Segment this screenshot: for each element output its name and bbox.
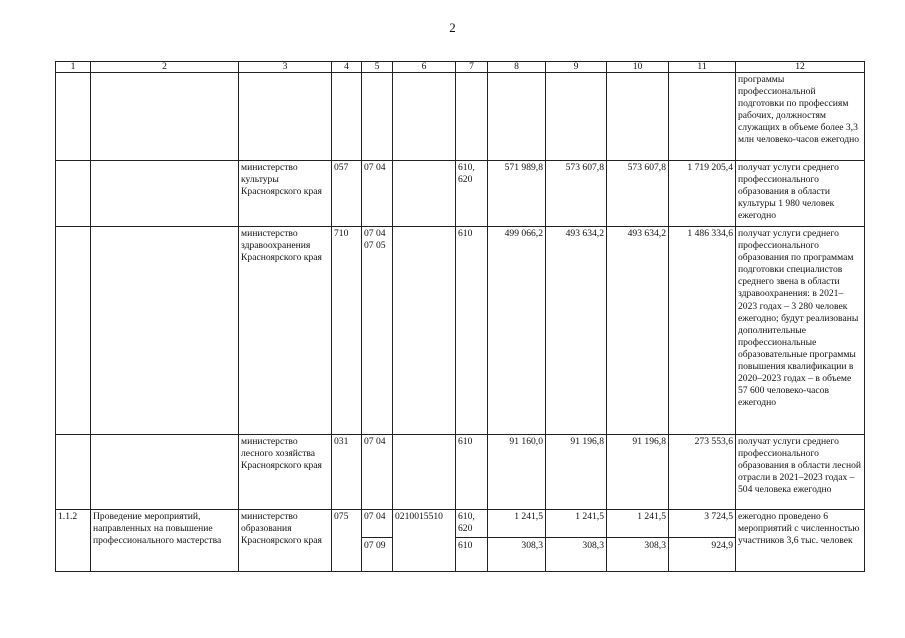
grbs-cell: 710 <box>332 227 362 435</box>
year1-cell <box>488 73 546 161</box>
year2-cell <box>546 510 607 572</box>
column-number: 7 <box>456 62 488 73</box>
row-number-cell <box>56 227 91 435</box>
rzpr-cell <box>362 73 393 161</box>
total-cell <box>669 73 736 161</box>
expected-result-cell: получат услуги среднего профессионального образования по программам подготовки специалистов среднего звена в области здравоохранения: в 2021–2023 годах – 3 280 человек ежегодно; будут реализованы дополнительные профессиональные образовательные программы повышения квалификации в 2020–2023 годах – в объеме 57 600 человеко-часов ежегодно <box>736 227 865 435</box>
total-cell: 1 486 334,6 <box>669 227 736 435</box>
page-number: 2 <box>449 20 456 35</box>
expected-result-cell: ежегодно проведено 6 мероприятий с численностью участников 3,6 тыс. человек <box>736 510 865 572</box>
executor-cell: министерство лесного хозяйства Красноярского края <box>239 435 332 510</box>
rzpr-cell <box>362 227 393 435</box>
rzpr-value: 07 04 <box>364 511 386 522</box>
grbs-cell <box>332 73 362 161</box>
total-cell <box>669 510 736 572</box>
column-number: 4 <box>332 62 362 73</box>
year1-value: 308,3 <box>488 537 545 552</box>
row-number-cell <box>56 73 91 161</box>
year1-cell <box>488 510 546 572</box>
column-number: 6 <box>393 62 456 73</box>
row-number-cell: 1.1.2 <box>56 510 91 572</box>
year2-value: 1 241,5 <box>575 511 604 522</box>
activity-name-cell <box>91 435 239 510</box>
table-row <box>56 510 865 572</box>
activity-name-cell <box>91 73 239 161</box>
year2-cell: 91 196,8 <box>546 435 607 510</box>
year2-cell: 573 607,8 <box>546 161 607 227</box>
csr-cell <box>393 73 456 161</box>
total-cell: 273 553,6 <box>669 435 736 510</box>
activity-name-cell <box>91 227 239 435</box>
column-number: 3 <box>239 62 332 73</box>
column-number: 9 <box>546 62 607 73</box>
expected-result-cell: получат услуги среднего профессионального образования в области лесной отрасли в 2021–2023 годах – 504 человека ежегодно <box>736 435 865 510</box>
grbs-cell: 057 <box>332 161 362 227</box>
column-number-row <box>56 62 865 73</box>
column-number: 2 <box>91 62 239 73</box>
year3-value: 308,3 <box>607 537 668 552</box>
table-row <box>56 435 865 510</box>
year2-cell: 493 634,2 <box>546 227 607 435</box>
vr-cell: 610 <box>456 227 488 435</box>
grbs-cell: 031 <box>332 435 362 510</box>
year1-cell: 91 160,0 <box>488 435 546 510</box>
total-cell: 1 719 205,4 <box>669 161 736 227</box>
vr-cell <box>456 510 488 572</box>
executor-cell: министерство здравоохранения Красноярского края <box>239 227 332 435</box>
csr-cell: 0210015510 <box>393 510 456 572</box>
total-value: 924,9 <box>669 537 735 552</box>
year1-cell: 571 989,8 <box>488 161 546 227</box>
csr-cell <box>393 161 456 227</box>
column-number: 5 <box>362 62 393 73</box>
year2-cell <box>546 73 607 161</box>
column-number: 12 <box>736 62 865 73</box>
table-row <box>56 73 865 161</box>
expected-result-cell: получат услуги среднего профессионального образования в области культуры 1 980 человек ежегодно <box>736 161 865 227</box>
rzpr-value: 07 05 <box>364 240 386 252</box>
year3-cell: 493 634,2 <box>607 227 669 435</box>
rzpr-value: 07 04 <box>364 228 386 239</box>
row-number-cell <box>56 161 91 227</box>
csr-cell <box>393 435 456 510</box>
table-row <box>56 161 865 227</box>
vr-cell: 610 <box>456 435 488 510</box>
grbs-cell: 075 <box>332 510 362 572</box>
vr-value: 610 <box>456 537 487 552</box>
year3-cell: 91 196,8 <box>607 435 669 510</box>
year3-cell: 573 607,8 <box>607 161 669 227</box>
year3-cell <box>607 73 669 161</box>
year1-value: 1 241,5 <box>514 511 543 522</box>
activity-name-cell <box>91 161 239 227</box>
year3-cell <box>607 510 669 572</box>
year3-value: 1 241,5 <box>637 511 666 522</box>
year1-cell: 499 066,2 <box>488 227 546 435</box>
executor-cell: министерство культуры Красноярского края <box>239 161 332 227</box>
total-value: 3 724,5 <box>704 511 733 522</box>
column-number: 1 <box>56 62 91 73</box>
program-activities-table <box>55 61 865 572</box>
year2-value: 308,3 <box>546 537 606 552</box>
expected-result-cell: программы профессиональной подготовки по профессиям рабочих, должностям служащих в объеме более 3,3 млн человеко-часов ежегодно <box>736 73 865 161</box>
vr-cell: 610, 620 <box>456 161 488 227</box>
vr-cell <box>456 73 488 161</box>
column-number: 8 <box>488 62 546 73</box>
rzpr-cell: 07 04 <box>362 435 393 510</box>
vr-value: 610, 620 <box>458 511 475 535</box>
column-number: 10 <box>607 62 669 73</box>
executor-cell: министерство образования Красноярского края <box>239 510 332 572</box>
csr-cell <box>393 227 456 435</box>
activity-name-cell: Проведение мероприятий, направленных на повышение профессионального мастерства <box>91 510 239 572</box>
row-number-cell <box>56 435 91 510</box>
column-number: 11 <box>669 62 736 73</box>
table-row <box>56 227 865 435</box>
rzpr-value: 07 09 <box>362 537 392 552</box>
rzpr-cell: 07 04 <box>362 161 393 227</box>
executor-cell <box>239 73 332 161</box>
rzpr-cell <box>362 510 393 572</box>
